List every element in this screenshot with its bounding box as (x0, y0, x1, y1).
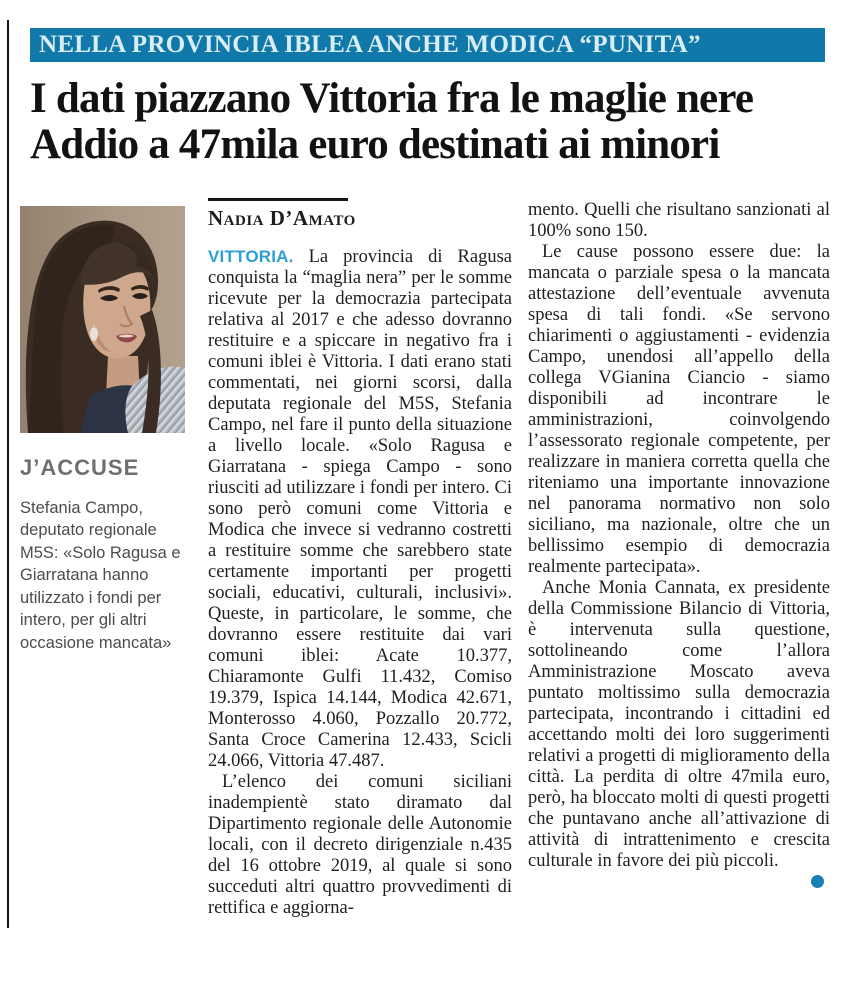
kicker-banner (30, 28, 825, 62)
headline-line-1: I dati piazzano Vittoria fra le maglie nere (30, 75, 754, 122)
byline: Nadia D’Amato (208, 206, 356, 230)
article-end-dot (811, 875, 824, 888)
article-paragraph: Anche Monia Cannata, ex presidente della Commissione Bilancio di Vittoria, è intervenuta sulla questione, sottolineando come l’allora Amministrazione Moscato aveva puntato moltissimo sulla democrazia partecipata, incontrando i cittadini ed accettando molti dei loro suggerimenti relativi a progetti di miglioramento della città. La perdita di oltre 47mila euro, però, ha bloccato molti di questi progetti che puntavano anche all’attivazione di attività di intrattenimento e crescita culturale in favore dei più piccoli. (528, 578, 830, 871)
article-end-mark-row (528, 875, 830, 893)
article-column-1 (208, 198, 512, 919)
article-paragraph: L’elenco dei comuni siciliani inadempientè stato diramato dal Dipartimento regionale delle Autonomie locali, con il decreto dirigenziale n.435 del 16 ottobre 2019, al quale si sono succeduti altri quattro provvedimenti di rettifica e aggiorna- (208, 772, 512, 918)
headline-line-2: Addio a 47mila euro destinati ai minori (30, 121, 720, 169)
article-paragraph: Le cause possono essere due: la mancata o parziale spesa o la mancata attestazione dell’eventuale avvenuta spesa di tali fondi. «Se servono chiarimenti o aggiustamenti - evidenzia Campo, unendosi all’appello della collega VGianina Ciancio - siamo disponibili ad incontrare le amministrazioni, coinvolgendo l’assessorato regionale competente, per realizzare in maniera corretta quella che riteniamo una importante innovazione nel panorama normativo non solo siciliano, ma nazionale, oltre che un bellissimo esempio di democrazia realmente partecipata». (528, 242, 830, 577)
dateline-lead: VITTORIA. (208, 247, 294, 266)
photo-stefania-campo (20, 206, 185, 433)
left-border-rule (7, 20, 9, 928)
photo-caption: Stefania Campo, deputato regionale M5S: «Solo Ragusa e Giarratana hanno utilizzato i fondi per intero, per gli altri occasione mancata» (20, 499, 181, 652)
kicker-text: NELLA PROVINCIA IBLEA ANCHE MODICA “PUNITA” (39, 31, 701, 58)
article-paragraph: mento. Quelli che risultano sanzionati al 100% sono 150. (528, 200, 830, 241)
quote-box-label: J’ACCUSE (20, 455, 140, 480)
article-column-2 (528, 200, 830, 893)
byline-rule (208, 198, 348, 201)
sidebar-column (20, 206, 188, 654)
article-paragraph (208, 246, 512, 772)
paragraph-text: La provincia di Ragusa conquista la “maglia nera” per le somme ricevute per la democrazia partecipata relativa al 2017 e che adesso dovranno restituire e a spiccare in negativo fra i comuni iblei è Vittoria. I dati erano stati commentati, nei giorni scorsi, dalla deputata regionale del M5S, Stefania Campo, nel fare il punto della situazione a livello locale. «Solo Ragusa e Giarratana - spiega Campo - sono riusciti ad utilizzare i fondi per intero. Ci sono però comuni come Vittoria e Modica che invece si vedranno costretti a restituire somme che sarebbero state certamente importanti per progetti sociali, educativi, culturali, inclusivi». Queste, in particolare, le somme, che dovranno essere restituite dai vari comuni iblei: Acate 10.377, Chiaramonte Gulfi 11.432, Comiso 19.379, Ispica 14.144, Modica 42.671, Monterosso 4.060, Pozzallo 20.772, Santa Croce Camerina 12.433, Scicli 24.066, Vittoria 47.487. (208, 247, 512, 771)
article-headline (30, 76, 830, 169)
